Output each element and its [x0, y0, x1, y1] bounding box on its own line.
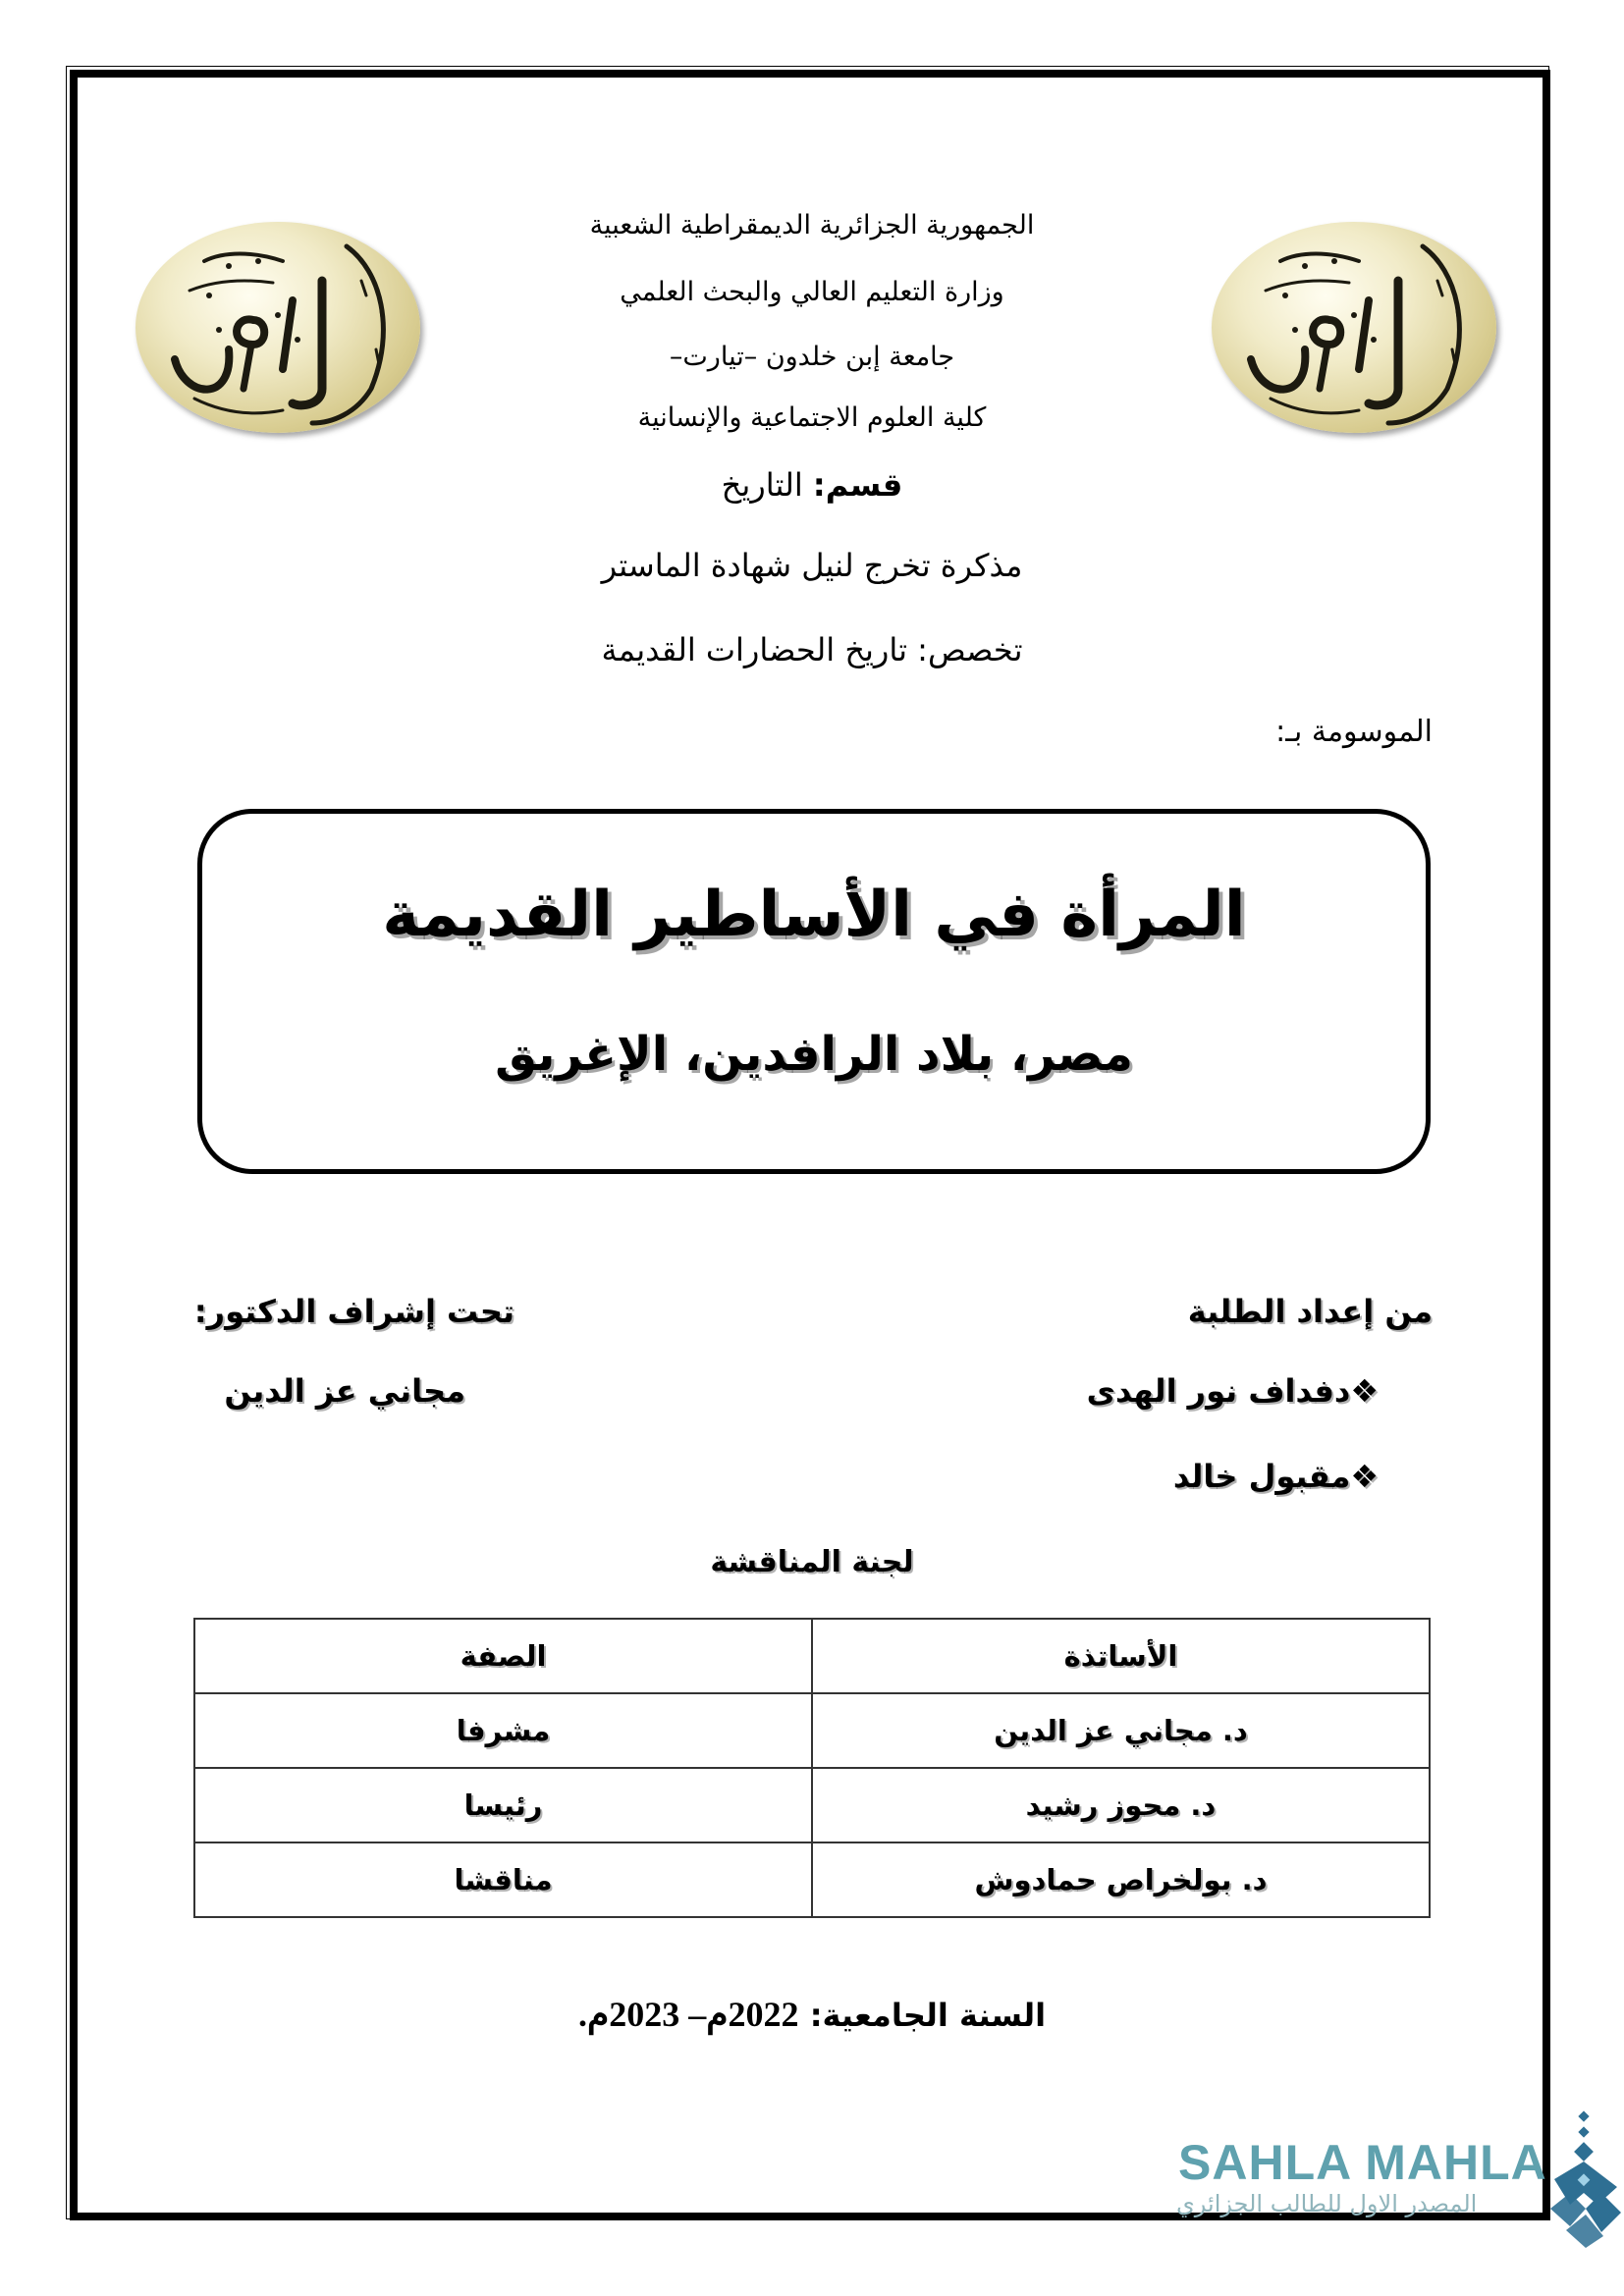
sahla-mahla-logo-icon: [1546, 2110, 1624, 2248]
title-box: [197, 809, 1431, 1174]
bullet-diamond-icon: ❖: [1350, 1458, 1379, 1495]
specialty-label: تخصص:: [917, 631, 1023, 668]
thesis-title: المرأة في الأساطير القديمة: [382, 879, 1246, 951]
professor-role: مشرفا: [194, 1693, 812, 1768]
professor-name: د. مجاني عز الدين: [812, 1693, 1430, 1768]
professor-name: د. بولخراص حمادوش: [812, 1842, 1430, 1917]
academic-year-label: السنة الجامعية:: [809, 1997, 1047, 2034]
bullet-diamond-icon: ❖: [1350, 1372, 1379, 1410]
committee-heading: لجنة المناقشة: [710, 1545, 914, 1579]
student-item: [1173, 1455, 1379, 1498]
student-name: دفداف نور الهدى: [1086, 1372, 1351, 1410]
supervisor-name: مجاني عز الدين: [224, 1372, 465, 1410]
column-header-role: الصفة: [194, 1619, 812, 1693]
student-name: مقبول خالد: [1172, 1458, 1351, 1495]
thesis-subtitle: مصر، بلاد الرافدين، الإغريق: [495, 1027, 1133, 1082]
column-header-professors: الأساتذة: [812, 1619, 1430, 1693]
specialty-value: تاريخ الحضارات القديمة: [601, 631, 907, 668]
table-header-row: [194, 1619, 1430, 1693]
department-label: قسم:: [812, 466, 903, 504]
university-name: جامعة إبن خلدون –تيارت–: [669, 342, 955, 372]
table-row: [194, 1842, 1430, 1917]
watermark-tagline: المصدر الاول للطالب الجزائري: [1176, 2190, 1478, 2217]
ministry-name: وزارة التعليم العالي والبحث العلمي: [620, 277, 1004, 307]
committee-table: [193, 1618, 1431, 1918]
titled-label: الموسومة بـ:: [1275, 715, 1433, 749]
table-row: [194, 1693, 1430, 1768]
students-heading: من إعداد الطلبة: [1187, 1293, 1433, 1330]
department: [0, 465, 1624, 505]
supervisor-heading: تحت إشراف الدكتور:: [193, 1293, 514, 1330]
memo-statement: مذكرة تخرج لنيل شهادة الماستر: [601, 547, 1023, 584]
student-item: [1087, 1369, 1379, 1413]
table-row: [194, 1768, 1430, 1842]
watermark-brand: SAHLA MAHLA: [1178, 2135, 1547, 2190]
specialty: [0, 630, 1624, 669]
academic-year: [0, 1993, 1624, 2037]
country-name: الجمهورية الجزائرية الديمقراطية الشعبية: [589, 210, 1035, 240]
professor-name: د. محوز رشيد: [812, 1768, 1430, 1842]
department-value: التاريخ: [721, 466, 803, 504]
professor-role: رئيسا: [194, 1768, 812, 1842]
faculty-name: كلية العلوم الاجتماعية والإنسانية: [637, 402, 987, 433]
academic-year-value: 2022م– 2023م.: [577, 1995, 799, 2034]
professor-role: مناقشا: [194, 1842, 812, 1917]
